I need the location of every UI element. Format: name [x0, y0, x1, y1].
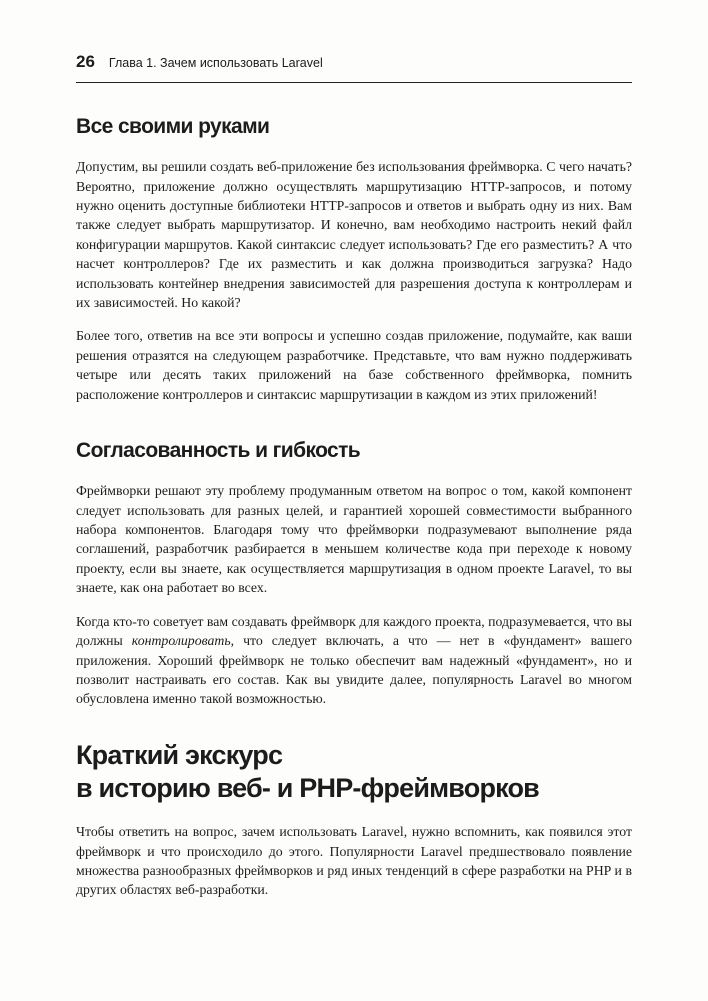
emphasis-text: контролировать — [131, 633, 231, 649]
paragraph: Более того, ответив на все эти вопросы и успешно создав приложение, подумайте, как ваши решения отразятся на следующем разработчике. Представьте, что вам нужно поддерживать четыре или десять таких приложений на базе собственного фреймворка, помнить расположение контроллеров и синтаксис маршрутизации в каждом из этих приложений! — [76, 328, 632, 402]
running-header — [76, 52, 632, 83]
paragraph — [76, 612, 632, 709]
paragraph-text: Когда кто-то советует вам создавать фреймворк для каждого проекта, подразумевается, что вы должны — [76, 613, 632, 649]
page-number: 26 — [76, 52, 95, 71]
chapter-title: Глава 1. Зачем использовать Laravel — [108, 56, 323, 70]
section-heading-diy: Все своими руками — [76, 115, 270, 138]
heading-line: Краткий экскурс — [76, 739, 283, 770]
paragraph: Фреймворки решают эту проблему продуманным ответом на вопрос о том, какой компонент следует использовать для разных целей, и гарантией хорошей совместимости выбранного набора компонентов. Благодаря тому что фреймворки подразумевают выполнение ряда соглашений, разработчик разбирается в меньшем количестве кода при переходе к новому проекту, если вы знаете, как осуществляется маршрутизация в одном проекте Laravel, то вы знаете, как она работает во всех. — [76, 483, 632, 596]
heading-line: в историю веб- и PHP-фреймворков — [76, 773, 539, 804]
paragraph: Чтобы ответить на вопрос, зачем использовать Laravel, нужно вспомнить, как появился этот фреймворк и что происходило до этого. Популярности Laravel предшествовало появление множества разнообразных фреймворков и ряд иных тенденций в сфере разработки на PHP и в других областях веб-разработки. — [76, 824, 632, 898]
section-heading-consistency: Согласованность и гибкость — [76, 439, 361, 463]
paragraph-text: , что следует включать, а что — нет в «фундамент» вашего приложения. Хороший фреймворк не только обеспечит вам надежный «фундамент», но и позволит настраивать его состав. Как вы увидите далее, популярность Laravel во многом обусловлена именно такой возможностью. — [76, 633, 632, 707]
chapter-section-heading-history — [76, 739, 632, 807]
paragraph: Допустим, вы решили создать веб-приложение без использования фреймворка. С чего начать? Вероятно, приложение должно осуществлять маршрутизацию HTTP-запросов, и потому нужно оценить доступные библиотеки HTTP-запросов и ответов и выбрать одну из них. Вам также следует выбрать маршрутизатор. И конечно, вам необходимо настроить некий файл конфигурации маршрутов. Какой синтаксис следует использовать? Где его разместить? А что насчет контроллеров? Где их разместить и как должна производиться загрузка? Надо использовать контейнер внедрения зависимостей для разрешения доступа к контроллерам и их зависимостей. Но какой? — [76, 159, 632, 311]
page-content — [76, 100, 632, 900]
